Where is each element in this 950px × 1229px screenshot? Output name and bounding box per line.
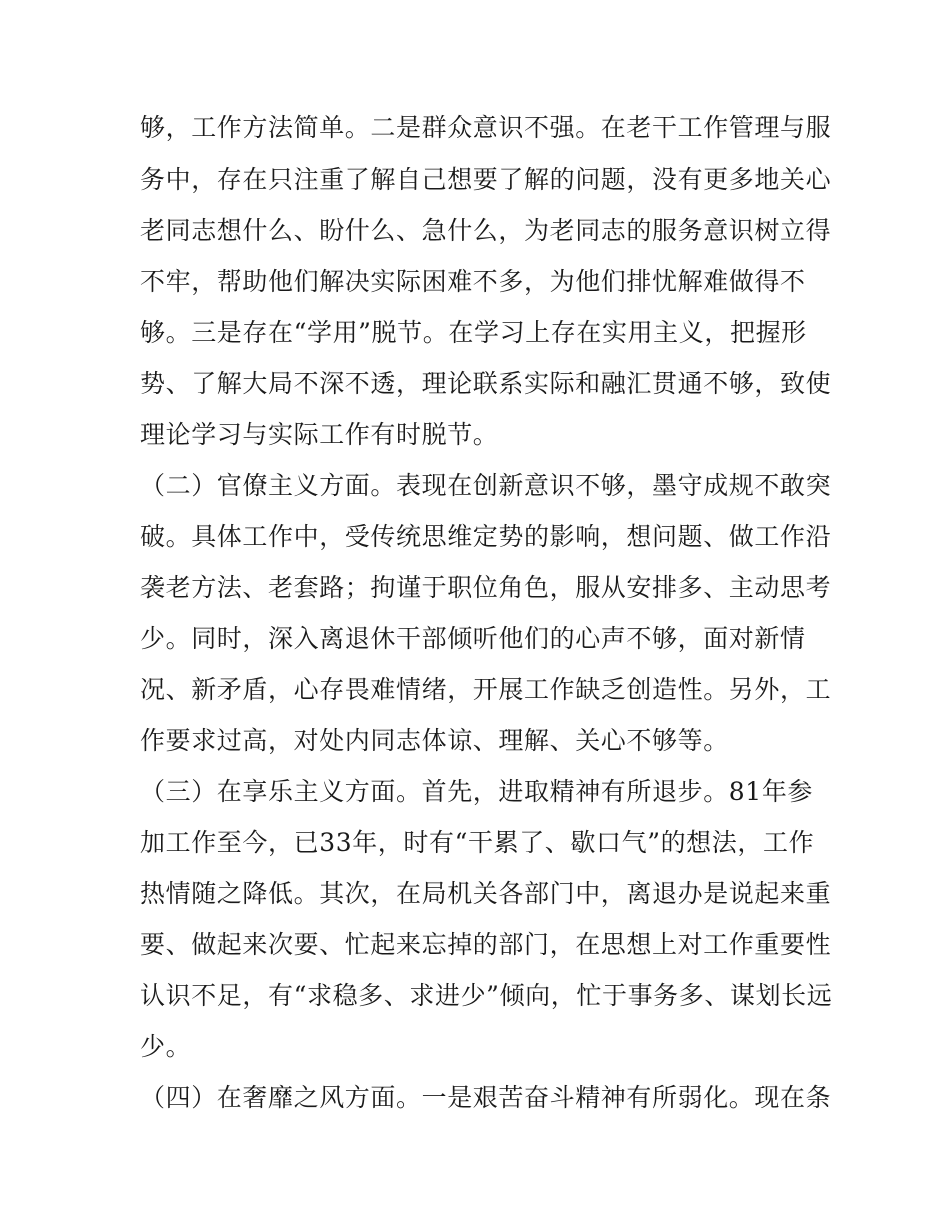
text-line: 袭老方法、老套路；拘谨于职位角色，服从安排多、主动思考 bbox=[140, 573, 832, 602]
text-line: 加工作至今，已33年，时有“干累了、歇口气”的想法，工作 bbox=[140, 828, 815, 857]
section-heading-line: （三）在享乐主义方面。首先，进取精神有所退步。81年参 bbox=[140, 777, 814, 806]
text-line: 少。 bbox=[140, 1032, 192, 1061]
text-line: 够。三是存在“学用”脱节。在学习上存在实用主义，把握形 bbox=[140, 318, 807, 347]
text-line: 不牢，帮助他们解决实际困难不多，为他们排忧解难做得不 bbox=[140, 267, 806, 296]
text-line: 要、做起来次要、忙起来忘掉的部门，在思想上对工作重要性 bbox=[140, 930, 832, 959]
text-line: 理论学习与实际工作有时脱节。 bbox=[140, 420, 499, 449]
text-line: 认识不足，有“求稳多、求进少”倾向，忙于事务多、谋划长远 bbox=[140, 981, 833, 1010]
section-heading-line: （四）在奢靡之风方面。一是艰苦奋斗精神有所弱化。现在条 bbox=[140, 1083, 832, 1112]
text-line: 况、新矛盾，心存畏难情绪，开展工作缺乏创造性。另外，工 bbox=[140, 675, 832, 704]
text-line: 热情随之降低。其次，在局机关各部门中，离退办是说起来重 bbox=[140, 879, 832, 908]
text-line: 破。具体工作中，受传统思维定势的影响，想问题、做工作沿 bbox=[140, 522, 832, 551]
text-line: 够，工作方法简单。二是群众意识不强。在老干工作管理与服 bbox=[140, 113, 832, 142]
text-line: 作要求过高，对处内同志体谅、理解、关心不够等。 bbox=[140, 726, 729, 755]
text-line: 务中，存在只注重了解自己想要了解的问题，没有更多地关心 bbox=[140, 165, 832, 194]
text-line: 老同志想什么、盼什么、急什么，为老同志的服务意识树立得 bbox=[140, 216, 832, 245]
text-line: 少。同时，深入离退休干部倾听他们的心声不够，面对新情 bbox=[140, 624, 806, 653]
text-line: 势、了解大局不深不透，理论联系实际和融汇贯通不够，致使 bbox=[140, 369, 832, 398]
section-heading-line: （二）官僚主义方面。表现在创新意识不够，墨守成规不敢突 bbox=[140, 471, 832, 500]
